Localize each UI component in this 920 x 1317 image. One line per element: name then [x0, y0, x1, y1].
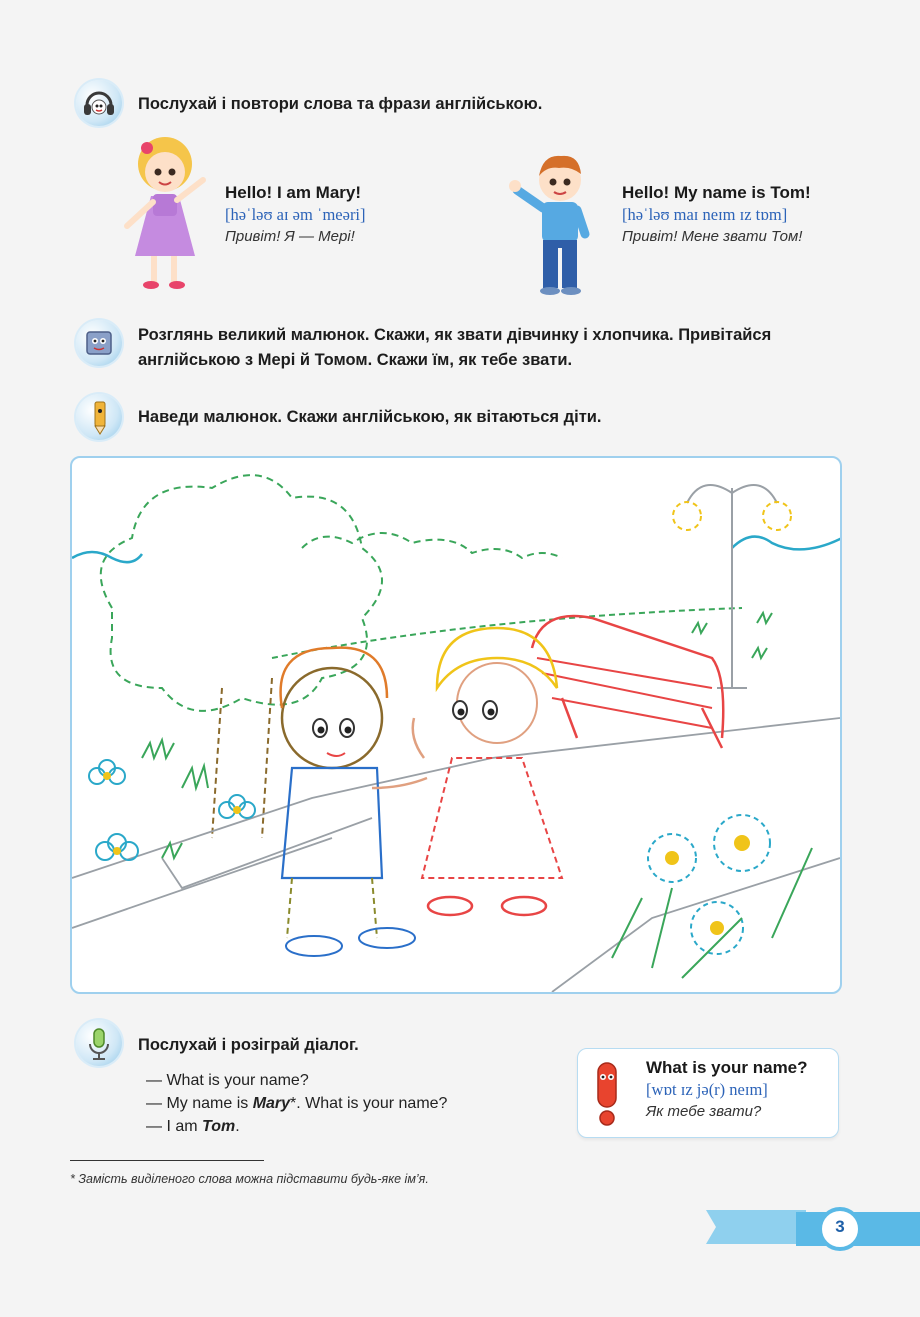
dialog-name-mary: Mary: [252, 1095, 291, 1112]
task-dialog-text: Послухай і розіграй діалог.: [138, 1036, 359, 1054]
page-number: 3: [835, 1217, 845, 1236]
mary-title: Hello! I am Mary!: [225, 183, 362, 202]
task-trace-text: Наведи малюнок. Скажи англійською, як вітаються діти.: [138, 408, 602, 426]
headphones-icon: [76, 80, 122, 126]
dialog-line-3-start: — I am: [146, 1118, 203, 1135]
pencil-icon: [76, 394, 122, 440]
task-look-line1: Розглянь великий малюнок. Скажи, як звати дівчинку і хлопчика. Привітайся: [138, 326, 772, 344]
task-look-text: [138, 323, 858, 373]
dialog-line-2-end: *. What is your name?: [290, 1095, 448, 1112]
dialog-name-tom: Tom: [202, 1118, 236, 1135]
tom-greeting: [622, 182, 811, 248]
dialog: [146, 1069, 447, 1138]
page-ribbon: [706, 1200, 920, 1260]
dialog-line-3-end: .: [235, 1118, 240, 1135]
mary-greeting: [225, 182, 366, 248]
task-listen-text: Послухай і повтори слова та фрази англійською.: [138, 95, 543, 113]
dialog-line-3: [146, 1115, 447, 1138]
phrase-content: [646, 1057, 808, 1123]
tracing-picture: [70, 456, 842, 994]
tom-translation: Привіт! Мене звати Том!: [622, 228, 803, 245]
mary-face: [145, 152, 185, 192]
book-icon: [76, 320, 122, 366]
mary-phonetic: [həˈləʊ aɪ əm ˈmeəri]: [225, 205, 366, 224]
footnote-rule: [70, 1160, 264, 1161]
footnote: * Замість виділеного слова можна підставити будь-яке ім’я.: [70, 1172, 429, 1186]
phrase-title: What is your name?: [646, 1058, 808, 1077]
tom-phonetic: [həˈləʊ maɪ neɪm ɪz tɒm]: [622, 205, 788, 224]
mary-translation: Привіт! Я — Мері!: [225, 228, 355, 245]
phrase-translation: Як тебе звати?: [646, 1103, 762, 1120]
microphone-icon: [76, 1020, 122, 1066]
dialog-line-2: [146, 1092, 447, 1115]
phrase-phonetic: [wɒt ɪz jə(r) neɪm]: [646, 1080, 768, 1099]
exclamation-icon: [590, 1061, 626, 1127]
dialog-line-1: — What is your name?: [146, 1072, 309, 1089]
mary-illustration: [115, 128, 215, 298]
task-look-line2: англійською з Мері й Томом. Скажи їм, як тебе звати.: [138, 351, 573, 369]
tom-title: Hello! My name is Tom!: [622, 183, 811, 202]
phrase-box: [577, 1048, 839, 1138]
tracing-scene: [72, 458, 840, 992]
dialog-line-2-start: — My name is: [146, 1095, 253, 1112]
tom-illustration: [505, 150, 610, 300]
